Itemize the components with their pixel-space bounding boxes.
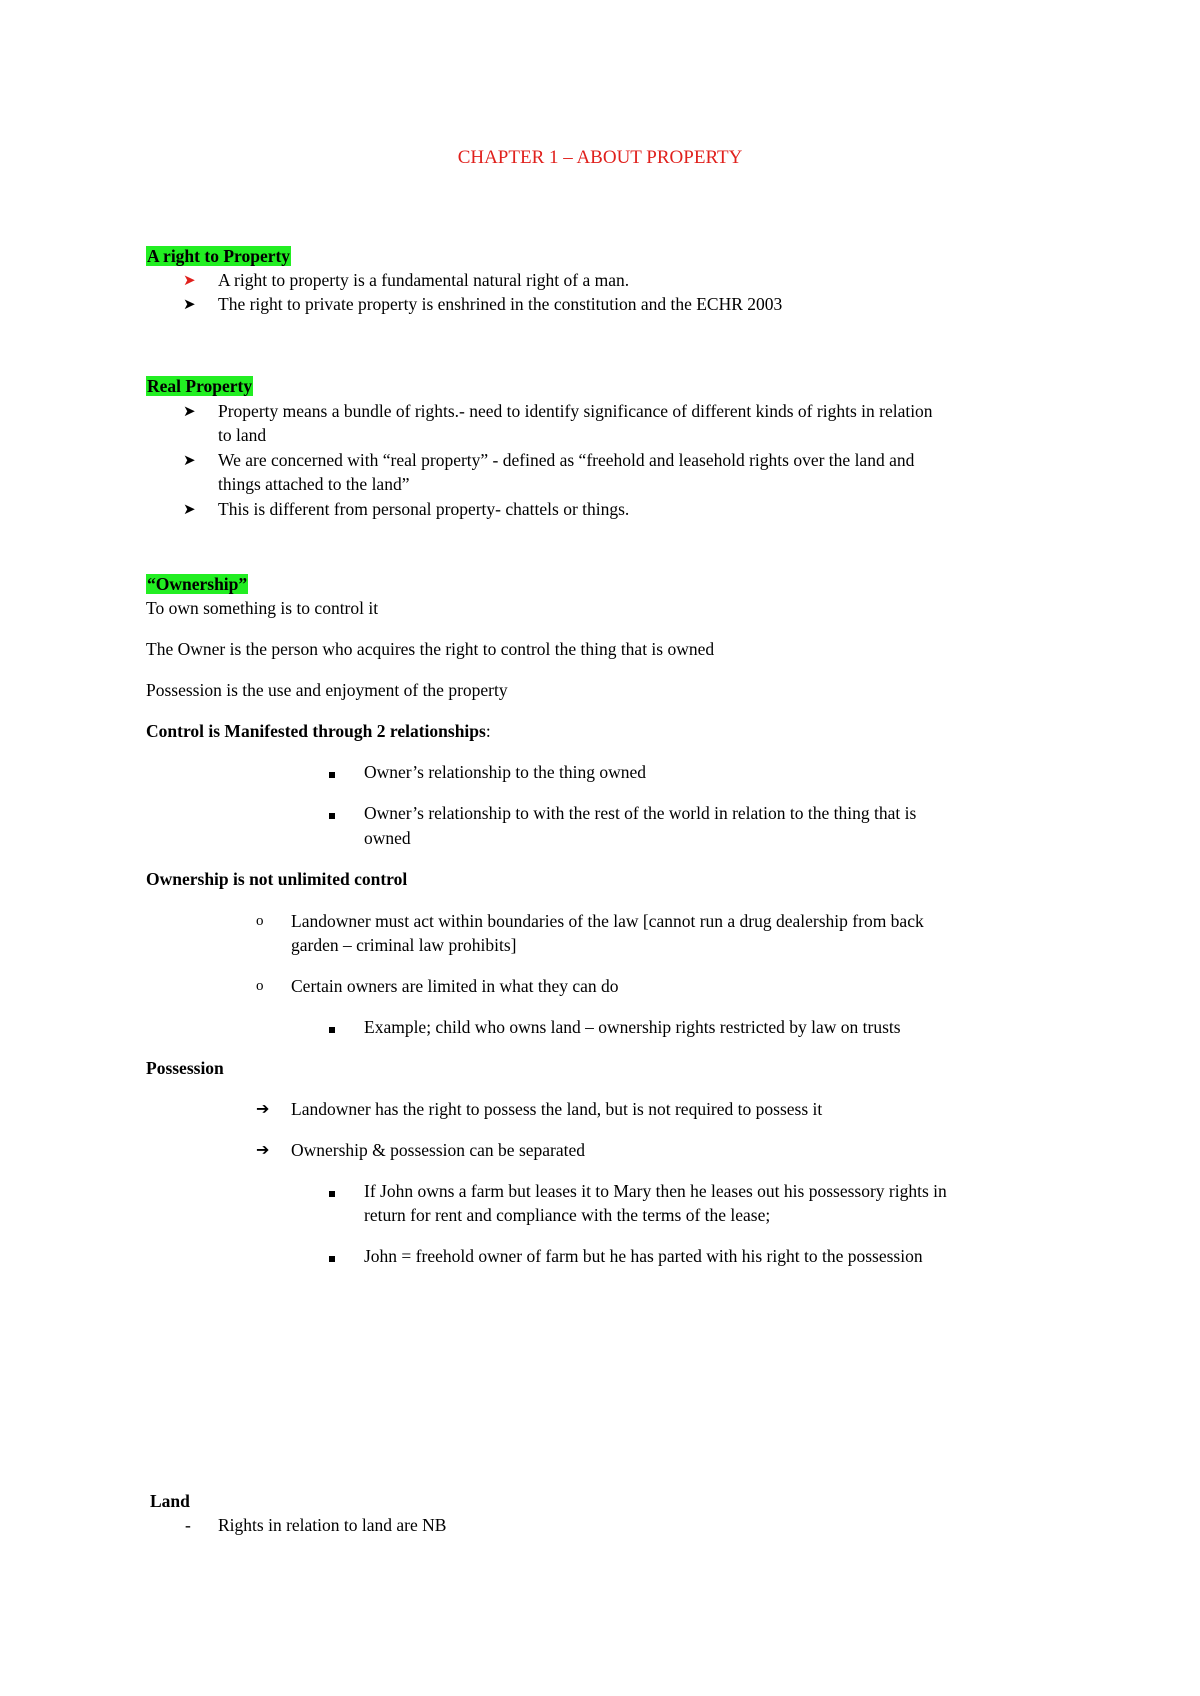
page-title: CHAPTER 1 – ABOUT PROPERTY	[457, 147, 743, 168]
list-item-line: Owner’s relationship to with the rest of the world in relation to the thing that is	[364, 803, 917, 823]
arrowhead-bullet-icon: ➤	[183, 500, 196, 518]
possession-heading: Possession	[146, 1058, 224, 1078]
list-item: The right to private property is enshrined in the constitution and the ECHR 2003	[218, 294, 783, 314]
square-bullet-icon	[329, 760, 335, 784]
section-heading-right-to-property: A right to Property	[147, 246, 291, 266]
list-item-line: Rights in relation to land are NB	[218, 1515, 447, 1535]
square-bullet-icon	[329, 1179, 335, 1203]
list-item-line: Owner’s relationship to the thing owned	[364, 762, 647, 782]
list-item-line: Landowner has the right to possess the land, but is not required to possess it	[291, 1099, 823, 1119]
right-arrow-icon: ➔	[256, 1140, 270, 1159]
paragraph: To own something is to control it	[146, 598, 379, 618]
list-item-line: garden – criminal law prohibits]	[291, 935, 517, 955]
list-item-line: return for rent and compliance with the terms of the lease;	[364, 1205, 771, 1225]
paragraph: Possession is the use and enjoyment of the property	[146, 680, 508, 700]
square-bullet-icon	[329, 801, 335, 825]
circle-bullet-icon: o	[256, 913, 264, 929]
list-item: A right to property is a fundamental natural right of a man.	[218, 270, 630, 290]
right-arrow-icon: ➔	[256, 1099, 270, 1118]
section-heading-real-property: Real Property	[147, 376, 253, 396]
list-item-line: This is different from personal property- chattels or things.	[218, 499, 630, 519]
list-item-line: Ownership & possession can be separated	[291, 1140, 586, 1160]
limited-heading: Ownership is not unlimited control	[146, 869, 408, 889]
list-item-line: to land	[218, 425, 267, 445]
arrowhead-bullet-icon: ➤	[183, 402, 196, 420]
list-item-line: We are concerned with “real property” - defined as “freehold and leasehold rights over the land and	[218, 450, 915, 470]
land-heading: Land	[150, 1491, 190, 1511]
arrowhead-bullet-icon: ➤	[183, 295, 196, 313]
list-item-line: Certain owners are limited in what they can do	[291, 976, 619, 996]
list-item-line: If John owns a farm but leases it to Mary then he leases out his possessory rights in	[364, 1181, 947, 1201]
list-item-line: things attached to the land”	[218, 474, 410, 494]
arrowhead-bullet-icon: ➤	[183, 271, 196, 289]
list-item-line: John = freehold owner of farm but he has parted with his right to the possession	[364, 1246, 923, 1266]
control-heading: Control is Manifested through 2 relationships:	[146, 721, 491, 741]
list-item-line: Example; child who owns land – ownership rights restricted by law on trusts	[364, 1017, 901, 1037]
list-item-line: Landowner must act within boundaries of the law [cannot run a drug dealership from back	[291, 911, 924, 931]
list-item-line: Property means a bundle of rights.- need to identify significance of different kinds of rights in relation	[218, 401, 933, 421]
circle-bullet-icon: o	[256, 978, 264, 994]
list-item-line: owned	[364, 828, 411, 848]
section-heading-ownership: “Ownership”	[147, 574, 248, 594]
paragraph: The Owner is the person who acquires the right to control the thing that is owned	[146, 639, 715, 659]
dash-bullet: -	[185, 1515, 191, 1535]
square-bullet-icon	[329, 1244, 335, 1268]
arrowhead-bullet-icon: ➤	[183, 451, 196, 469]
square-bullet-icon	[329, 1015, 335, 1039]
